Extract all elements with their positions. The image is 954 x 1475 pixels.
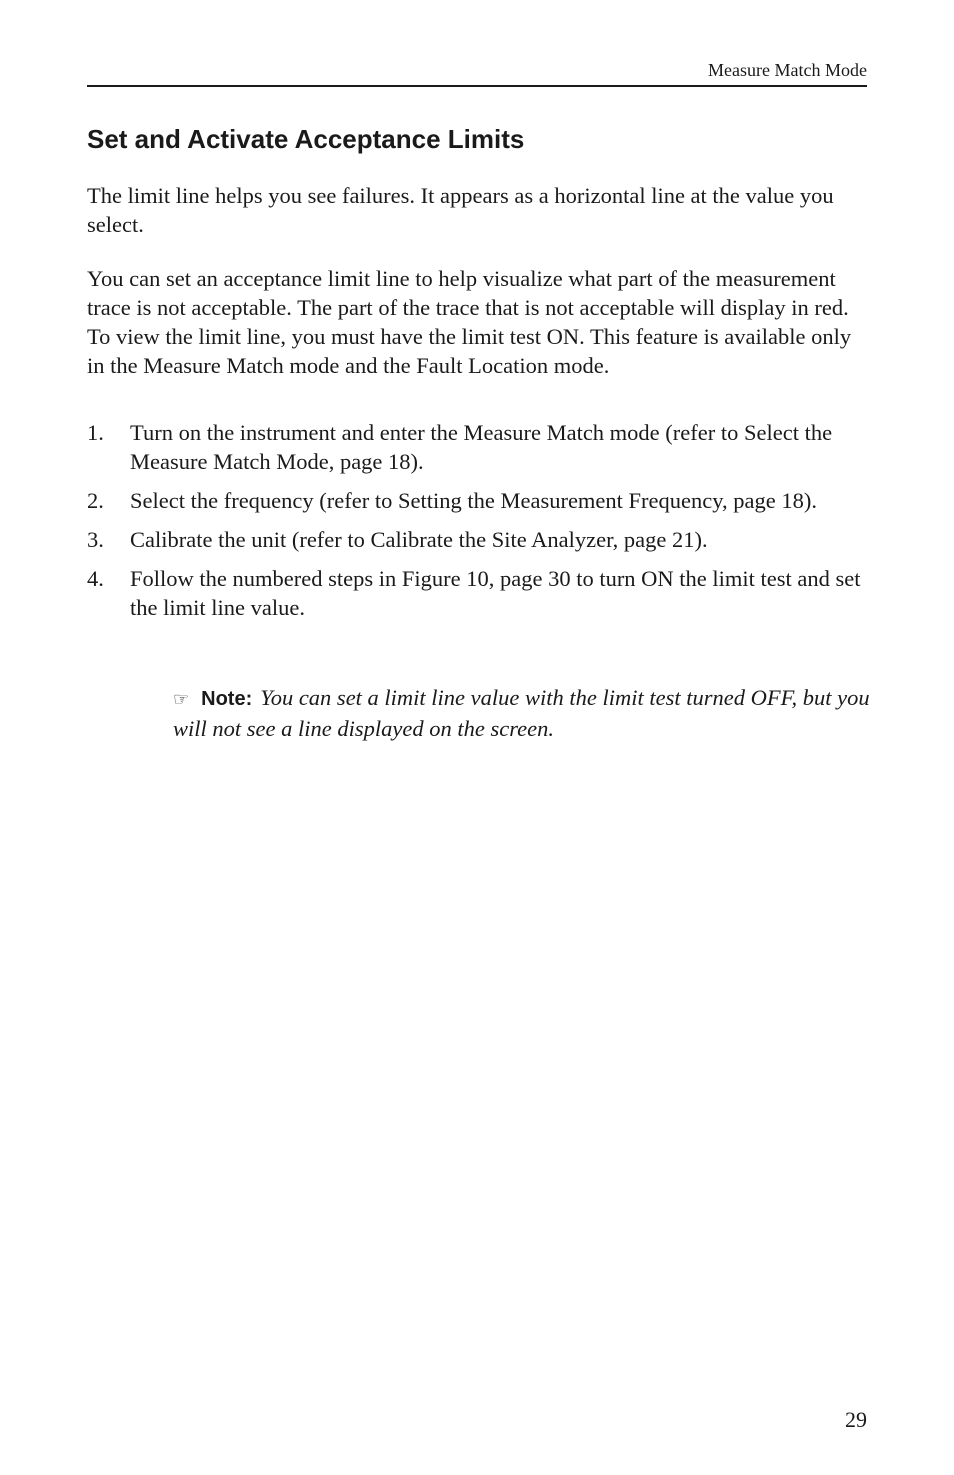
step-text: Calibrate the unit (refer to Calibrate the Site Analyzer, page 21). [130, 527, 708, 552]
step-number: 1. [87, 420, 104, 445]
step-text: Follow the numbered steps in Figure 10, page 30 to turn ON the limit test and set the limit line value. [130, 566, 861, 620]
step-number: 3. [87, 527, 104, 552]
list-item [87, 486, 872, 515]
step-number: 4. [87, 566, 104, 591]
list-item [87, 564, 872, 622]
paragraph-description: You can set an acceptance limit line to help visualize what part of the measurement trace is not acceptable. The part of the trace that is not acceptable will display in red. To view the limit line, you must have the limit test ON. This feature is available only in the Measure Match mode and the Fault Location mode. [87, 266, 852, 378]
header-rule [87, 85, 867, 87]
note-label: Note: [201, 688, 253, 710]
paragraph-intro: The limit line helps you see failures. It appears as a horizontal line at the value you select. [87, 183, 834, 237]
step-text: Turn on the instrument and enter the Measure Match mode (refer to Select the Measure Match Mode, page 18). [130, 420, 833, 474]
step-text: Select the frequency (refer to Setting the Measurement Frequency, page 18). [130, 488, 818, 513]
note-block [173, 683, 873, 743]
list-item [87, 418, 872, 476]
step-number: 2. [87, 488, 104, 513]
list-item [87, 525, 872, 554]
running-header: Measure Match Mode [708, 60, 867, 80]
section-title: Set and Activate Acceptance Limits [87, 124, 525, 154]
steps-list [87, 418, 872, 632]
pointing-hand-icon: ☞ [173, 689, 190, 710]
page-number: 29 [845, 1407, 867, 1432]
note-text: You can set a limit line value with the limit test turned OFF, but you will not see a line displayed on the screen. [173, 685, 870, 741]
